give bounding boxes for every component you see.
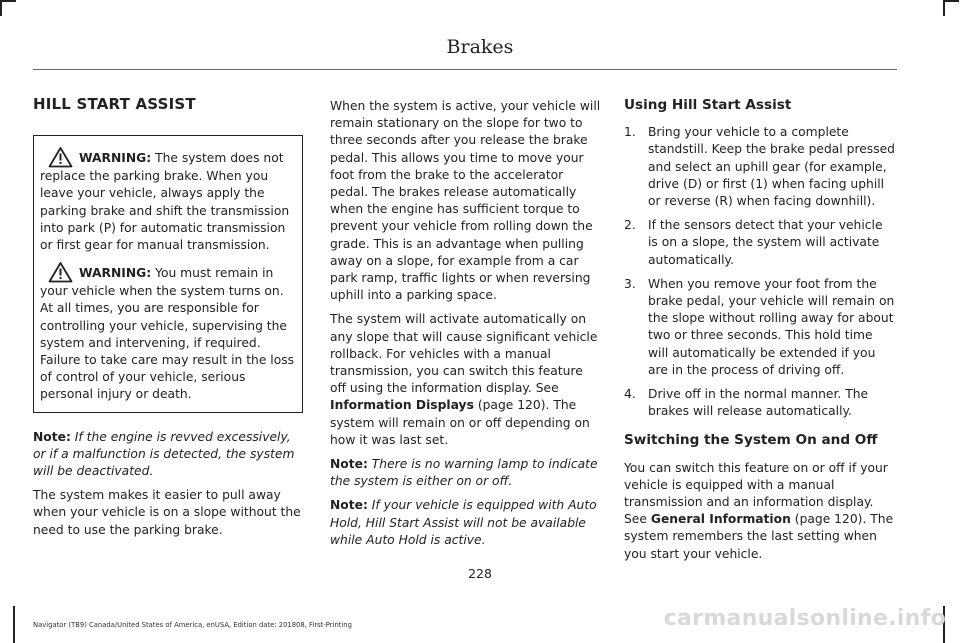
header-rule	[33, 69, 897, 70]
column-2	[330, 98, 602, 556]
note-paragraph	[33, 429, 303, 481]
warning-label: WARNING:	[79, 151, 152, 166]
note-paragraph	[330, 456, 602, 490]
crop-mark	[0, 0, 16, 2]
warning-triangle-icon	[48, 146, 73, 168]
warning-1	[40, 146, 296, 254]
step-text: When you remove your foot from the brake pedal, your vehicle will remain on the slope without rolling away for about two or three seconds. This hold time will automatically be extended if you are in the process of driving off.	[648, 276, 895, 377]
list-item	[624, 124, 896, 210]
cross-reference-link[interactable]: General Information	[650, 512, 791, 527]
step-text: Drive off in the normal manner. The brakes will release automatically.	[648, 387, 869, 419]
note-text: If your vehicle is equipped with Auto Hold, Hill Start Assist will not be available while Auto Hold is active.	[330, 498, 597, 547]
cross-reference-link[interactable]: Information Displays	[330, 398, 474, 413]
page-header-title: Brakes	[446, 36, 514, 58]
body-paragraph	[624, 460, 896, 563]
note-label: Note:	[33, 429, 71, 444]
note-label: Note:	[330, 498, 368, 513]
warning-text: The system does not replace the parking brake. When you leave your vehicle, always apply the parking brake and shift the transmission into park (P) for automatic transmission or first gear for manual transmission.	[40, 151, 290, 253]
step-number: 2.	[624, 218, 636, 233]
steps-list	[624, 124, 896, 420]
note-text: There is no warning lamp to indicate the system is either on or off.	[330, 457, 598, 489]
step-number: 1.	[624, 125, 636, 140]
warning-2	[40, 261, 296, 403]
note-label: Note:	[330, 457, 368, 472]
warning-triangle-icon	[48, 261, 73, 283]
crop-mark	[13, 606, 15, 643]
body-text: (page 120). The system will remain on or off depending on how it was last set.	[330, 398, 590, 447]
step-text: If the sensors detect that your vehicle is on a slope, the system will activate automatically.	[648, 218, 883, 267]
note-text: If the engine is revved excessively, or if a malfunction is detected, the system will be deactivated.	[33, 429, 295, 479]
column-1	[33, 96, 303, 546]
body-text: The system will activate automatically on any slope that will cause significant vehicle rollback. For vehicles with a manual transmission, you can switch this feature off using the information display. See	[330, 312, 598, 396]
subsection-heading: Switching the System On and Off	[624, 432, 878, 449]
crop-mark	[943, 0, 945, 16]
section-heading: HILL START ASSIST	[33, 95, 196, 113]
footer-edition-info: Navigator (TB9) Canada/United States of America, enUSA, Edition date: 201808, First-Printing	[33, 621, 352, 629]
body-paragraph	[330, 311, 602, 449]
step-text: Bring your vehicle to a complete standstill. Keep the brake pedal pressed and select an uphill gear (for example, drive (D) or first (1) when facing uphill or reverse (R) when facing downhill).	[648, 125, 895, 209]
step-number: 4.	[624, 387, 636, 402]
body-text: You can switch this feature on or off if your vehicle is equipped with a manual transmission and an information display. See	[624, 460, 888, 527]
body-text: (page 120). The system remembers the last setting when you start your vehicle.	[624, 512, 894, 561]
crop-mark	[0, 0, 2, 16]
body-paragraph: When the system is active, your vehicle will remain stationary on the slope for two to three seconds after you release the brake pedal. This allows you time to move your foot from the brake to the accelerator pedal. The brakes release automatically when the engine has sufficient torque to prevent your vehicle from rolling down the grade. This is an advantage when pulling away on a slope, for example from a car park ramp, traffic lights or when reversing uphill into a parking space.	[330, 99, 601, 303]
step-number: 3.	[624, 276, 636, 291]
column-3	[624, 96, 896, 570]
crop-mark	[943, 0, 959, 2]
subsection-heading: Using Hill Start Assist	[624, 97, 792, 113]
list-item	[624, 276, 896, 379]
note-paragraph	[330, 497, 602, 549]
warning-box	[33, 135, 303, 412]
list-item	[624, 217, 896, 269]
list-item	[624, 386, 896, 420]
page-number: 228	[468, 566, 492, 581]
watermark-text: carmanualsonline.info	[663, 606, 946, 631]
body-paragraph: The system makes it easier to pull away when your vehicle is on a slope without the need to use the parking brake.	[33, 488, 301, 537]
warning-text: You must remain in your vehicle when the system turns on. At all times, you are responsible for controlling your vehicle, supervising the system and intervening, if required. Failure to take care may result in the loss of control of your vehicle, serious personal injury or death.	[40, 266, 295, 402]
warning-label: WARNING:	[79, 266, 152, 281]
